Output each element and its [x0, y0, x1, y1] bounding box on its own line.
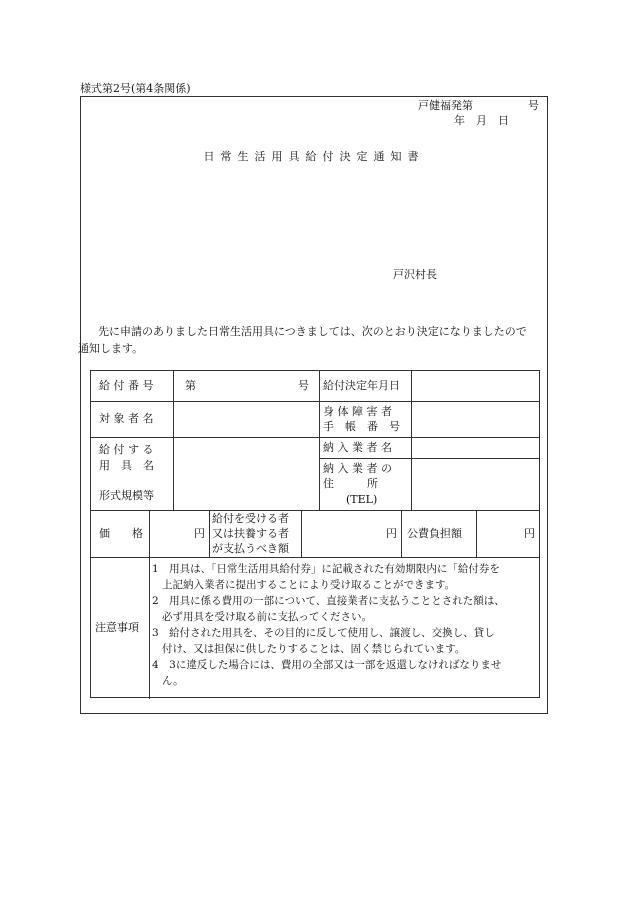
row-divider [91, 510, 539, 511]
label-nonyu-addr-2: 住 所 [323, 477, 378, 490]
note-line: 3 給付された用具を、その目的に反して使用し、譲渡し、交換し、貸し [152, 627, 495, 639]
note-item [152, 561, 536, 593]
label-taishosha: 対 象 者 名 [99, 412, 154, 425]
label-kyufu-bango: 給 付 番 号 [99, 379, 154, 392]
document-number: 戸健福発第 号 [418, 99, 539, 112]
col-divider [476, 510, 477, 557]
label-yen-2: 円 [386, 527, 397, 540]
note-line: 4 3に違反した場合には、費用の全部又は一部を返還しなければなりませ [152, 659, 502, 671]
row-divider [91, 437, 539, 438]
label-techo-2: 手 帳 番 号 [323, 420, 400, 433]
label-yogu-2: 用 具 名 [99, 459, 154, 472]
label-techo-1: 身 体 障 害 者 [323, 405, 392, 418]
label-kakaku: 価 格 [99, 527, 143, 540]
document-date: 年 月 日 [454, 114, 509, 127]
note-line: 1 用具は、「日常生活用具給付券」に記載された有効期限内に「給付券を [152, 563, 500, 575]
label-jiko-3: が支払うべき額 [212, 542, 289, 555]
page-title: 日常生活用具給付決定通知書 [203, 150, 425, 163]
col-divider [401, 510, 402, 557]
row-divider [91, 401, 539, 402]
note-line: 上記納入業者に提出することにより受け取ることができます。 [162, 579, 456, 591]
form-label: 様式第2号(第4条関係) [80, 82, 191, 95]
label-jiko-2: 又は扶養する者 [212, 527, 289, 540]
intro-text [78, 323, 543, 357]
note-item [152, 657, 536, 689]
col-divider [319, 371, 320, 510]
notes-area [91, 557, 539, 697]
col-divider [173, 371, 174, 510]
notes-list [152, 561, 536, 689]
decision-table [90, 370, 540, 698]
label-yogu-1: 給 付 す る [99, 443, 154, 456]
label-yen-1: 円 [194, 527, 205, 540]
col-divider [411, 371, 412, 510]
label-yen-3: 円 [524, 527, 535, 540]
label-nonyu-addr-1: 納 入 業 者 の [323, 462, 392, 475]
row-divider [319, 458, 539, 459]
note-line: 必ず用具を受け取る前に支払ってください。 [162, 611, 372, 623]
label-kettei-date: 給付決定年月日 [323, 379, 400, 392]
note-line: ん。 [162, 675, 184, 687]
label-chui: 注意事項 [95, 621, 139, 634]
label-jiko-1: 給付を受ける者 [212, 512, 289, 525]
issuer-name: 戸沢村長 [393, 268, 437, 281]
col-divider [301, 510, 302, 557]
col-divider [209, 510, 210, 557]
label-kohi: 公費負担額 [407, 527, 462, 540]
note-line: 付け、又は担保に供したりすることは、固く禁じられています。 [162, 643, 466, 655]
intro-line-1: 先に申請のありました日常生活用具につきましては、次のとおり決定になりましたので [98, 325, 527, 338]
label-nonyu-name: 納 入 業 者 名 [323, 441, 392, 454]
intro-line-2: 通知します。 [78, 342, 144, 355]
label-go: 号 [298, 379, 309, 392]
label-dai: 第 [185, 379, 196, 392]
note-item [152, 625, 536, 657]
note-line: 2 用具に係る費用の一部について、直接業者に支払うこととされた額は、 [152, 595, 505, 607]
note-item [152, 593, 536, 625]
label-tel: (TEL) [346, 493, 378, 506]
label-keishiki: 形式規模等 [99, 489, 154, 502]
